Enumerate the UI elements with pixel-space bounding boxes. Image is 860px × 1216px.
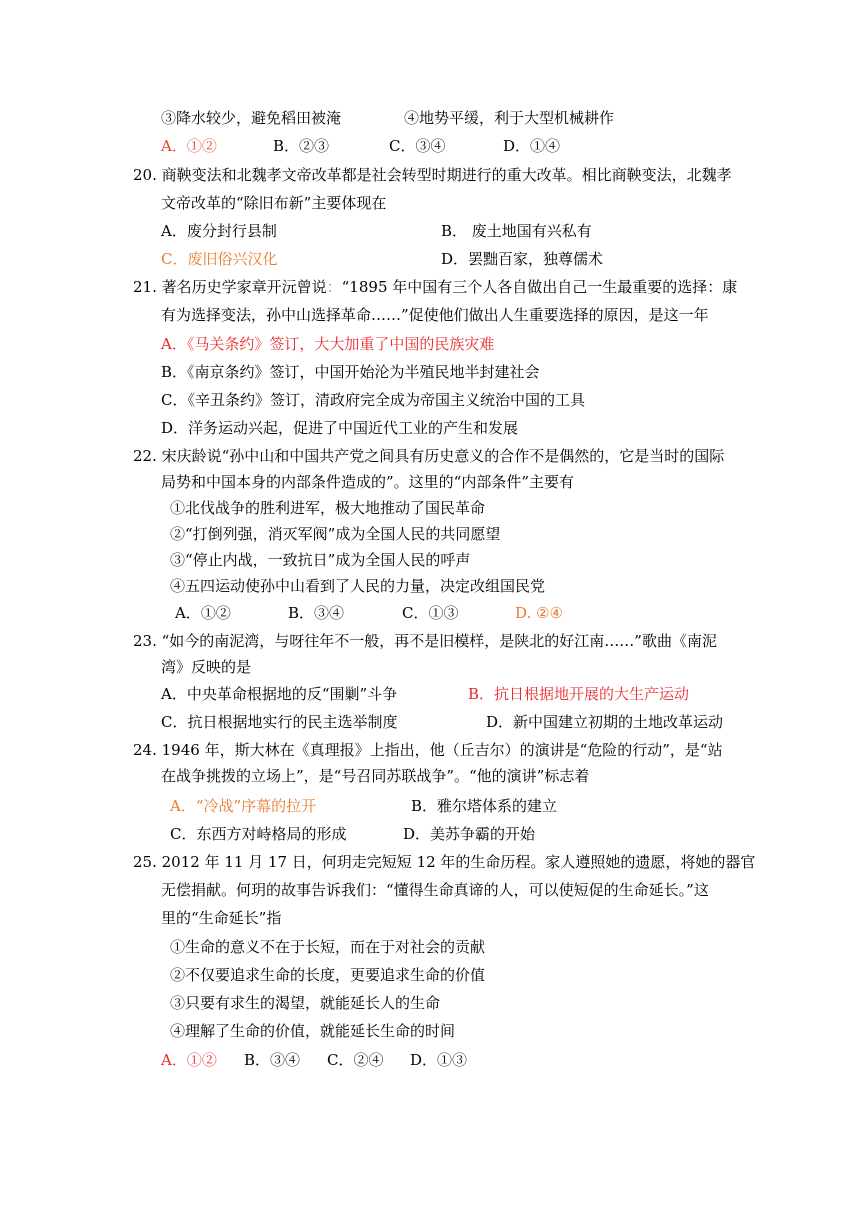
q24-stem-line-1: 24. 1946 年，斯大林在《真理报》上指出，他（丘吉尔）的演讲是“危险的行动”，是“站 <box>133 741 723 759</box>
q25-item-4: ④理解了生命的价值，就能延长生命的时间 <box>170 1022 456 1040</box>
q23-option-a: A．中央革命根据地的反“围剿”斗争 <box>161 685 398 703</box>
q19-option-b: B．②③ <box>273 137 330 155</box>
q19-option-a: A．①② <box>161 137 217 155</box>
q25-option-b: B．③④ <box>244 1051 301 1069</box>
q22-item-4: ④五四运动使孙中山看到了人民的力量，决定改组国民党 <box>170 577 546 595</box>
q22-option-a: A．①② <box>175 604 231 622</box>
q22-option-c: C．①③ <box>402 604 459 622</box>
q19-item-4: ④地势平缓，利于大型机械耕作 <box>404 109 615 127</box>
q23-option-c: C．抗日根据地实行的民主选举制度 <box>161 713 398 731</box>
q20-option-b: B． 废土地国有兴私有 <box>441 222 592 240</box>
q20-option-d: D．罢黜百家，独尊儒术 <box>441 250 604 268</box>
q24-option-a: A．“冷战”序幕的拉开 <box>170 797 317 815</box>
q23-option-b: B．抗日根据地开展的大生产运动 <box>468 685 690 703</box>
q21-stem-intro: 21. 著名历史学家章开沅曾说 <box>133 278 327 296</box>
q23-option-d: D．新中国建立初期的土地改革运动 <box>486 713 724 731</box>
q25-stem-line-2: 无偿捐献。何玥的故事告诉我们：“懂得生命真谛的人，可以使短促的生命延长。”这 <box>161 881 709 899</box>
q24-stem-line-2: 在战争挑拨的立场上”，是“号召同苏联战争”。“他的演讲”标志着 <box>161 767 590 785</box>
q19-item-3: ③降水较少，避免稻田被淹 <box>161 109 342 127</box>
q25-item-2: ②不仅要追求生命的长度，更要追求生命的价值 <box>170 966 486 984</box>
q22-stem-line-2: 局势和中国本身的内部条件造成的”。这里的“内部条件”主要有 <box>161 473 575 491</box>
q20-option-c: C．废旧俗兴汉化 <box>161 250 278 268</box>
q21-stem-line-1 <box>133 277 737 297</box>
q22-option-b: B．③④ <box>288 604 345 622</box>
q21-option-c: C．《辛丑条约》签订，清政府完全成为帝国主义统治中国的工具 <box>161 391 585 409</box>
q25-item-3: ③只要有求生的渴望，就能延长人的生命 <box>170 994 441 1012</box>
q25-option-c: C．②④ <box>327 1051 384 1069</box>
q24-option-b: B．雅尔塔体系的建立 <box>411 797 558 815</box>
q21-option-d: D．洋务运动兴起，促进了中国近代工业的产生和发展 <box>161 419 519 437</box>
q22-option-d: D. ②④ <box>515 604 563 622</box>
q19-option-c: C．③④ <box>389 137 446 155</box>
q22-item-2: ②“打倒列强，消灭军阀”成为全国人民的共同愿望 <box>170 525 501 543</box>
q22-item-3: ③“停止内战，一致抗日”成为全国人民的呼声 <box>170 551 471 569</box>
q25-stem-line-1: 25. 2012 年 11 月 17 日，何玥走完短短 12 年的生命历程。家人遵照她的遗愿，将她的器官 <box>133 853 756 871</box>
q21-colon: ： <box>326 278 342 296</box>
q22-stem-line-1: 22. 宋庆龄说“孙中山和中国共产党之间具有历史意义的合作不是偶然的，它是当时的国际 <box>133 447 725 465</box>
q25-option-d: D．①③ <box>410 1051 468 1069</box>
q23-stem-line-2: 湾》反映的是 <box>161 658 252 676</box>
q20-stem-line-2: 文帝改革的“除旧布新”主要体现在 <box>161 194 387 212</box>
q19-option-d: D．①④ <box>503 137 561 155</box>
q24-option-c: C．东西方对峙格局的形成 <box>170 825 347 843</box>
q25-item-1: ①生命的意义不在于长短，而在于对社会的贡献 <box>170 938 486 956</box>
q25-option-a: A．①② <box>161 1051 217 1069</box>
q21-option-a: A．《马关条约》签订，大大加重了中国的民族灾难 <box>161 335 495 353</box>
q21-stem-line-2: 有为选择变法，孙中山选择革命……”促使他们做出人生重要选择的原因，是这一年 <box>161 306 709 324</box>
q20-stem-line-1: 20. 商鞅变法和北魏孝文帝改革都是社会转型时期进行的重大改革。相比商鞅变法，北魏孝 <box>133 166 732 184</box>
q25-stem-line-3: 里的“生命延长”指 <box>161 909 282 927</box>
q23-stem-line-1: 23. “如今的南泥湾，与呀往年不一般，再不是旧模样，是陕北的好江南……”歌曲《南泥 <box>133 632 717 650</box>
q24-option-d: D．美苏争霸的开始 <box>403 825 536 843</box>
q21-option-b: B．《南京条约》签订，中国开始沦为半殖民地半封建社会 <box>161 363 540 381</box>
q22-item-1: ①北伐战争的胜利进军，极大地推动了国民革命 <box>170 499 486 517</box>
q20-option-a: A．废分封行县制 <box>161 222 277 240</box>
q21-stem-quote: “1895 年中国有三个人各自做出自己一生最重要的选择：康 <box>341 278 738 296</box>
